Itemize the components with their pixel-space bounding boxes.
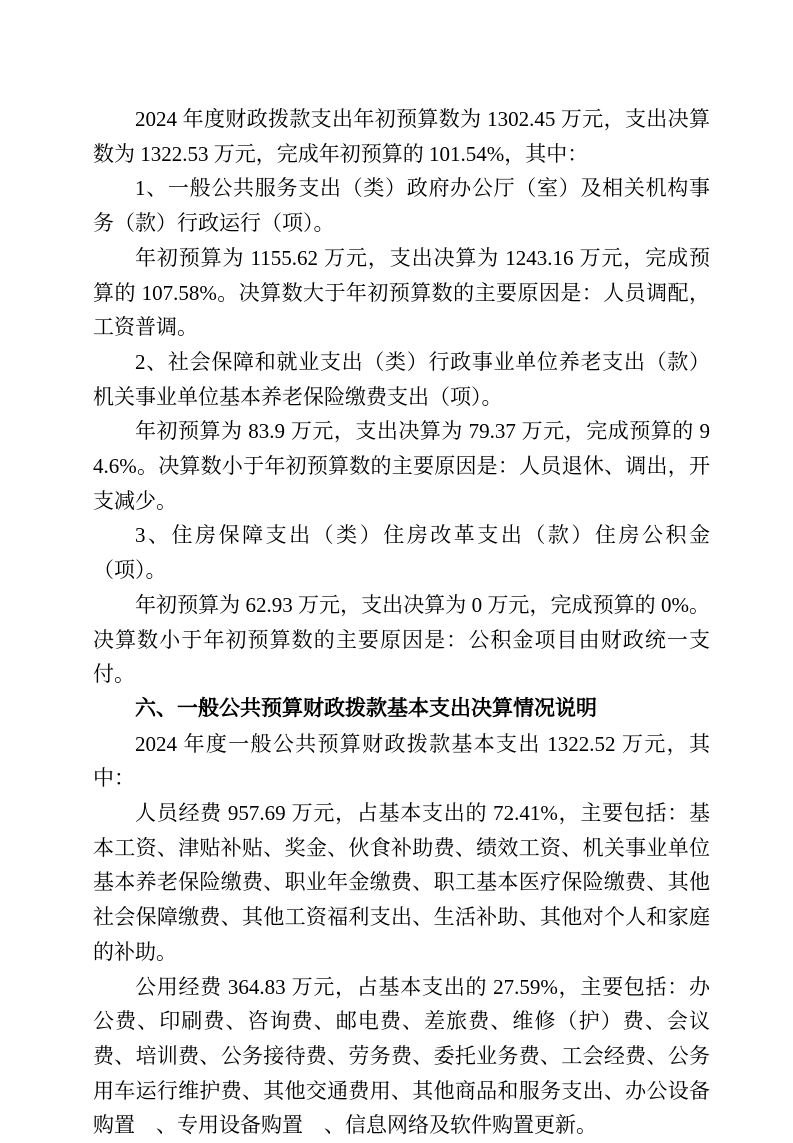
body-paragraph-item3-budget-detail: 年初预算为 62.93 万元，支出决算为 0 万元，完成预算的 0%。决算数小于年初预算数的主要原因是：公积金项目由财政统一支付。 (93, 592, 710, 687)
body-paragraph-item3-housing-security: 3、住房保障支出（类）住房改革支出（款）住房公积金（项）。 (93, 523, 710, 583)
body-paragraph-item1-budget-detail: 年初预算为 1155.62 万元，支出决算为 1243.16 万元，完成预算的 107.58%。决算数大于年初预算数的主要原因是：人员调配，工资普调。 (93, 245, 710, 340)
body-paragraph-item2-budget-detail: 年初预算为 83.9 万元，支出决算为 79.37 万元，完成预算的 94.6%。决算数小于年初预算数的主要原因是：人员退休、调出，开支减少。 (93, 419, 710, 513)
body-paragraph-item1-general-public-services: 1、一般公共服务支出（类）政府办公厅（室）及相关机构事务（款）行政运行（项）。 (93, 176, 710, 236)
body-paragraph-personnel-expenses: 人员经费 957.69 万元，占基本支出的 72.41%，主要包括：基本工资、津贴补贴、奖金、伙食补助费、绩效工资、机关事业单位基本养老保险缴费、职业年金缴费、职工基本医疗保险缴费、其他社会保障缴费、其他工资福利支出、生活补助、其他对个人和家庭的补助。 (93, 801, 710, 964)
body-paragraph-public-expenses: 公用经费 364.83 万元，占基本支出的 27.59%，主要包括：办公费、印刷费、咨询费、邮电费、差旅费、维修（护）费、会议费、培训费、公务接待费、劳务费、委托业务费、工会经费、公务用车运行维护费、其他交通费用、其他商品和服务支出、办公设备购置 、专用设备购置 、信息网络及软件购置更新。 (93, 974, 710, 1138)
body-paragraph-item2-social-security: 2、社会保障和就业支出（类）行政事业单位养老支出（款）机关事业单位基本养老保险缴费支出（项）。 (93, 349, 710, 409)
section-heading-basic-expenditure: 六、一般公共预算财政拨款基本支出决算情况说明 (135, 696, 597, 720)
body-paragraph-fiscal-expenditure-summary: 2024 年度财政拨款支出年初预算数为 1302.45 万元，支出决算数为 1322.53 万元，完成年初预算的 101.54%，其中： (93, 107, 710, 166)
body-paragraph-basic-expenditure-total: 2024 年度一般公共预算财政拨款基本支出 1322.52 万元，其中： (93, 731, 710, 791)
